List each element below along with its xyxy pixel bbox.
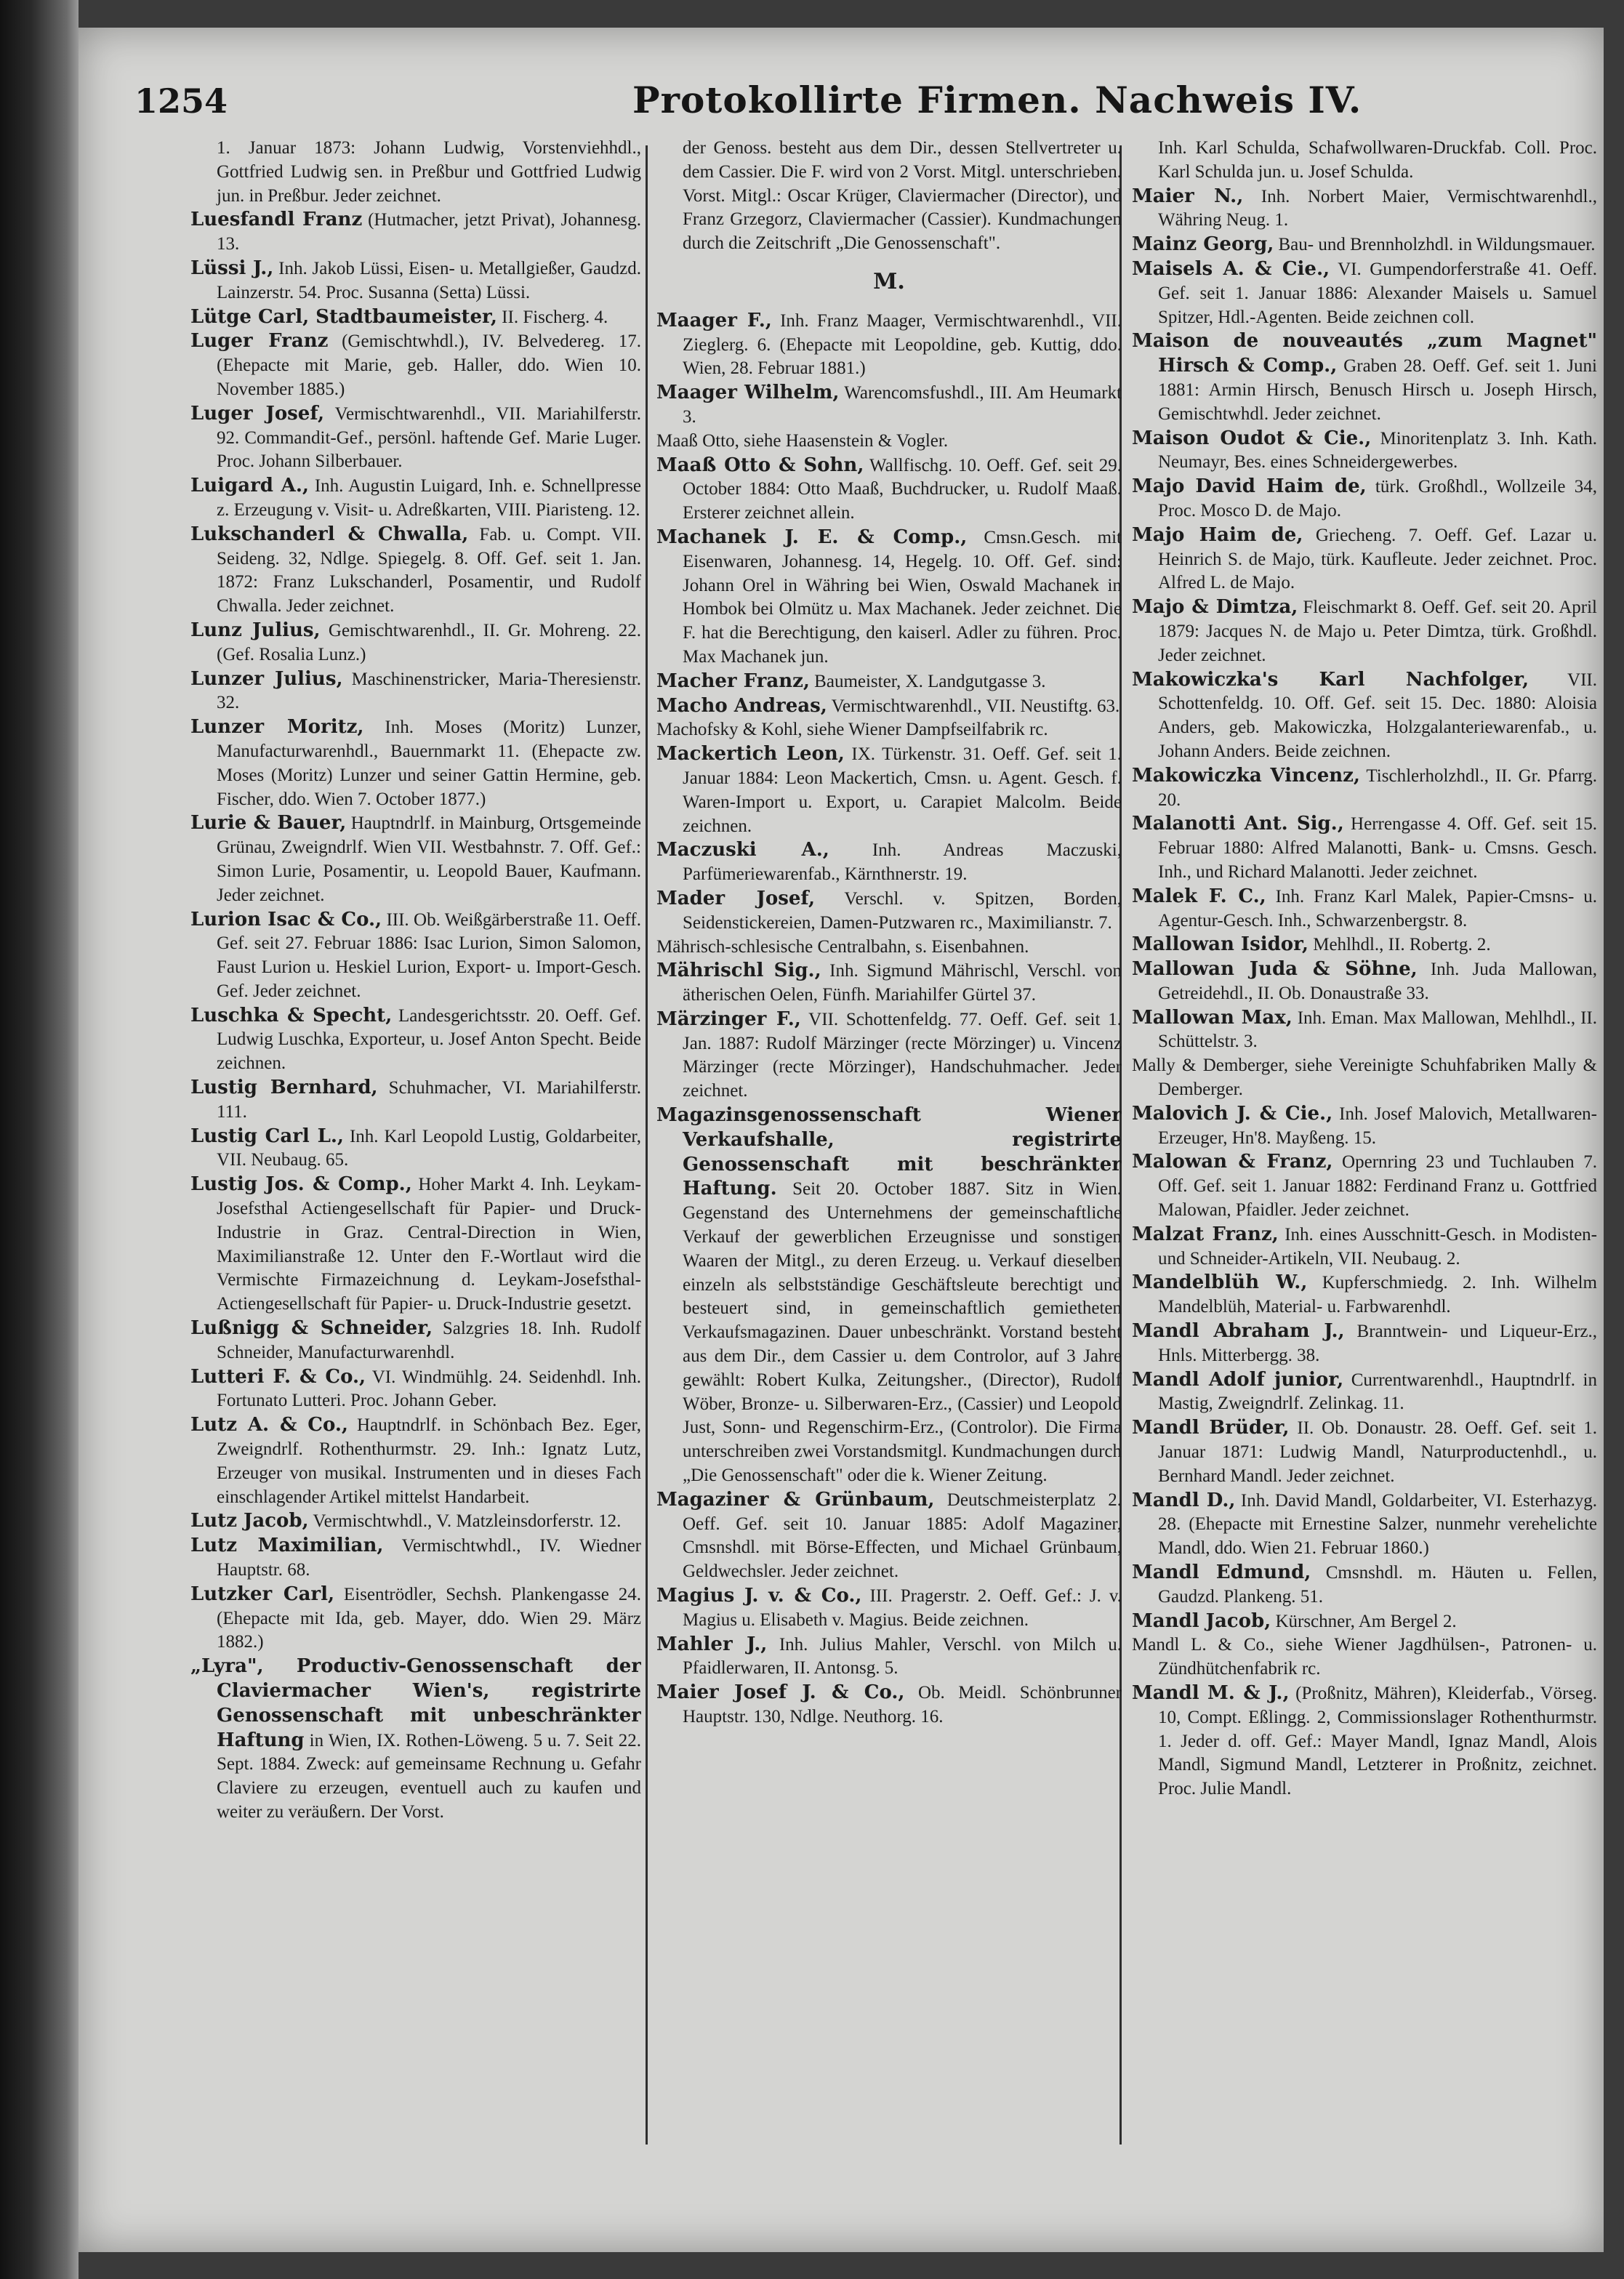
- entry-text: Eisentrödler, Sechsh. Plankengasse 24. (Ehepacte mit Ida, geb. Mayer, ddo. Wien 29. März 1882.): [217, 1584, 641, 1652]
- firm-name: Lustig Bernhard,: [190, 1077, 378, 1099]
- firm-name: Lutz Jacob,: [190, 1510, 309, 1532]
- column-3: [1132, 137, 1597, 2158]
- directory-entry: [1132, 475, 1597, 523]
- firm-name: Lunzer Julius,: [190, 667, 343, 690]
- directory-entry: [1132, 257, 1597, 329]
- firm-name: Macher Franz,: [656, 670, 810, 692]
- directory-entry: [656, 1584, 1122, 1633]
- directory-entry: [190, 667, 641, 716]
- entry-text: Hauptndrlf. in Mainburg, Ortsgemeinde Grünau, Zweigndrlf. Wien VII. Westbahnstr. 7. Off. Gef.: Simon Lurie, Posamentir, u. Leopold Bauer, Kaufmann. Jeder zeichnet.: [217, 813, 641, 905]
- entry-text: Warencomsfushdl., III. Am Heumarkt 3.: [683, 383, 1122, 427]
- directory-entry: [656, 454, 1122, 526]
- entry-text: Verschl. v. Spitzen, Borden, Seidenstickereien, Damen-Putzwaren rc., Maximilianstr. 7.: [683, 888, 1122, 933]
- entry-text: Machofsky & Kohl, siehe Wiener Dampfseilfabrik rc.: [656, 720, 1048, 740]
- entry-text: II. Ob. Donaustr. 28. Oeff. Gef. seit 1. Januar 1871: Ludwig Mandl, Naturproductenhdl., u. Bernhard Mandl. Jeder zeichnet.: [1158, 1418, 1597, 1486]
- entry-text: Inh. Sigmund Mährischl, Verschl. von ätherischen Oelen, Fünfh. Mariahilfer Gürtel 37.: [683, 961, 1122, 1005]
- entry-text: Ob. Meidl. Schönbrunner Hauptstr. 130, Ndlge. Neuthorg. 16.: [683, 1683, 1122, 1727]
- entry-text: Tischlerholzhdl., II. Gr. Pfarrg. 20.: [1158, 765, 1597, 810]
- directory-entry: [1132, 1271, 1597, 1319]
- directory-entry: [190, 305, 641, 330]
- directory-entry: [190, 1076, 641, 1125]
- firm-name: Luigard A.,: [190, 475, 309, 497]
- directory-entry: [1132, 764, 1597, 813]
- directory-entry: [656, 887, 1122, 936]
- firm-name: Lutz A. & Co.,: [190, 1414, 348, 1436]
- entry-text: Cmsn.Gesch. mit Eisenwaren, Johannesg. 14, Hegelg. 10. Off. Gef. sind: Johann Orel in Währing bei Wien, Oswald Machanek in Hombok bei Olmütz u. Max Machanek. Jeder zeichnet. Die F. hat die Berechtigung, den kaiserl. Adler zu führen. Proc. Max Machanek jun.: [683, 527, 1122, 667]
- entry-text: (Proßnitz, Mähren), Kleiderfab., Vörseg. 10, Compt. Eßlingg. 2, Commissionslager Rothenthurmstr. 1. Jeder d. off. Gef.: Mayer Mandl, Ignaz Mandl, Alois Mandl, Sigmund Mandl, Letzterer in Proßnitz, zeichnet. Proc. Julie Mandl.: [1158, 1684, 1597, 1799]
- entry-text: Inh. Franz Maager, Vermischtwarenhdl., VII. Zieglerg. 6. (Ehepacte mit Leopoldine, geb. Kuttig, ddo. Wien, 28. Februar 1881.): [683, 310, 1122, 379]
- entry-text: Inh. David Mandl, Goldarbeiter, VI. Esterhazyg. 28. (Ehepacte mit Ernestine Salzer, nunmehr verehelichte Mandl, ddo. Wien 21. Februar 1860.): [1158, 1490, 1597, 1559]
- directory-entry: [1132, 1368, 1597, 1417]
- directory-entry: [1132, 668, 1597, 764]
- directory-entry: [1132, 1561, 1597, 1609]
- firm-name: Mandl D.,: [1132, 1489, 1236, 1511]
- firm-name: Lustig Jos. & Comp.,: [190, 1173, 412, 1196]
- directory-entry: [1132, 1006, 1597, 1055]
- entry-text: Hoher Markt 4. Inh. Leykam-Josefsthal Actiengesellschaft für Papier- und Druck-Industrie in Graz. Central-Direction in Wien, Maximilianstraße 12. Unter den F.-Wortlaut wird die Vermischte Firmazeichnung d. Leykam-Josefsthal-Actiengesellschaft für Papier- u. Druck-Industrie gesetzt.: [217, 1175, 641, 1314]
- directory-entry: [656, 526, 1122, 670]
- directory-entry: [190, 1655, 641, 1825]
- entry-text: Inh. Karl Schulda, Schafwollwaren-Druckfab. Coll. Proc. Karl Schulda jun. u. Josef Schulda.: [1158, 138, 1597, 182]
- firm-name: Magazinsgenossenschaft Wiener Verkaufshalle, registrirte Genossenschaft mit beschränkter Haftung.: [656, 1104, 1122, 1200]
- entry-text: Mandl L. & Co., siehe Wiener Jagdhülsen-, Patronen- u. Zündhütchenfabrik rc.: [1132, 1635, 1597, 1679]
- firm-name: Maisels A. & Cie.,: [1132, 257, 1330, 280]
- directory-entry: [1132, 1633, 1597, 1681]
- entry-text: Inh. Karl Leopold Lustig, Goldarbeiter, VII. Neubaug. 65.: [217, 1126, 641, 1170]
- entry-text: VII. Schottenfeldg. 10. Off. Gef. seit 15. Dec. 1880: Aloisia Anders, geb. Makowiczka, Holzgalanteriewarenfab., u. Johann Anders. Beide zeichnen.: [1158, 670, 1597, 761]
- directory-entry: [190, 1317, 641, 1365]
- firm-name: Mährischl Sig.,: [656, 960, 821, 982]
- directory-entry: [190, 402, 641, 474]
- entry-text: in Wien, IX. Rothen-Löweng. 5 u. 7. Seit 22. Sept. 1884. Zweck: auf gemeinsame Rechnung u. Gefahr Claviere zu erzeugen, eventuell auch zu kaufen und weiter zu veräußern. Der Vorst.: [217, 1730, 641, 1822]
- firm-name: Maison de nouveautés „zum Magnet" Hirsch & Comp.,: [1132, 330, 1597, 377]
- entry-text: II. Fischerg. 4.: [497, 307, 608, 327]
- entry-text: Wallfischg. 10. Oeff. Gef. seit 29. October 1884: Otto Maaß, Buchdrucker, u. Rudolf Maaß. Ersterer zeichnet allein.: [683, 455, 1122, 523]
- directory-entry: [190, 1125, 641, 1173]
- entry-text: Vermischtwhdl., V. Matzleinsdorferstr. 12.: [308, 1511, 622, 1532]
- firm-name: Maczuski A.,: [656, 839, 829, 861]
- firm-name: Lußnigg & Schneider,: [190, 1317, 433, 1340]
- entry-text: Salzgries 18. Inh. Rudolf Schneider, Manufacturwarenhdl.: [217, 1319, 641, 1362]
- firm-name: Mainz Georg,: [1132, 233, 1274, 256]
- entry-text: III. Ob. Weißgärberstraße 11. Oeff. Gef. seit 27. Februar 1886: Isac Lurion, Simon Salomon, Faust Lurion u. Heskiel Lurion, Export- u. Import-Gesch. Gef. Jeder zeichnet.: [217, 909, 641, 1001]
- firm-name: Malzat Franz,: [1132, 1223, 1279, 1245]
- directory-entry: [1132, 1489, 1597, 1561]
- firm-name: Lutzker Carl,: [190, 1583, 335, 1605]
- firm-name: Maaß Otto & Sohn,: [656, 454, 864, 476]
- directory-entry: [1132, 1319, 1597, 1368]
- directory-entry: [1132, 1223, 1597, 1271]
- directory-entry: [1132, 595, 1597, 667]
- entry-text: Deutschmeisterplatz 2. Oeff. Gef. seit 10. Januar 1885: Adolf Magaziner, Cmsnshdl. mit Börse-Effecten, und Michael Grünbaum, Geldwechsler. Jeder zeichnet.: [683, 1490, 1122, 1582]
- firm-name: Mandl Edmund,: [1132, 1561, 1311, 1584]
- directory-entry: [1132, 1681, 1597, 1801]
- firm-name: Mallowan Max,: [1132, 1006, 1293, 1029]
- entry-text: Mally & Demberger, siehe Vereinigte Schuhfabriken Mally & Demberger.: [1132, 1056, 1597, 1100]
- entry-text: Vermischtwarenhdl., VII. Neustiftg. 63.: [827, 696, 1120, 716]
- firm-name: Malowan & Franz,: [1132, 1151, 1333, 1173]
- entry-text: Fleischmarkt 8. Oeff. Gef. seit 20. April 1879: Jacques N. de Majo u. Peter Dimtza, türk. Großhdl. Jeder zeichnet.: [1158, 598, 1597, 665]
- entry-text: Mehlhdl., II. Robertg. 2.: [1308, 935, 1491, 955]
- entry-text: Kürschner, Am Bergel 2.: [1271, 1611, 1457, 1631]
- entry-text: Inh. Juda Mallowan, Getreidehdl., II. Ob. Donaustraße 33.: [1158, 960, 1597, 1003]
- firm-name: Lurion Isac & Co.,: [190, 908, 382, 931]
- directory-entry: [1132, 427, 1597, 475]
- entry-text: Inh. Franz Karl Malek, Papier-Cmsns- u. Agentur-Gesch. Inh., Schwarzenbergstr. 8.: [1158, 886, 1597, 931]
- directory-entry: [656, 936, 1122, 960]
- firm-name: Makowiczka's Karl Nachfolger,: [1132, 668, 1529, 691]
- directory-entry: [656, 1008, 1122, 1104]
- directory-entry: [190, 137, 641, 208]
- entry-text: VI. Gumpendorferstraße 41. Oeff. Gef. seit 1. Januar 1886: Alexander Maisels u. Samuel Spitzer, Hdl.-Agenten. Beide zeichnen coll.: [1158, 259, 1597, 327]
- entry-text: III. Pragerstr. 2. Oeff. Gef.: J. v. Magius u. Elisabeth v. Magius. Beide zeichnen.: [683, 1586, 1122, 1630]
- firm-name: Machanek J. E. & Comp.,: [656, 526, 968, 548]
- firm-name: Luschka & Specht,: [190, 1004, 393, 1026]
- firm-name: Mandl Jacob,: [1132, 1609, 1271, 1632]
- entry-text: Hauptndrlf. in Schönbach Bez. Eger, Zweigndrlf. Rothenthurmstr. 29. Inh.: Ignatz Lutz, Erzeuger von musikal. Instrumenten und in dieses Fach einschlagender Artikel mittelst Handarbeit.: [217, 1415, 641, 1507]
- directory-entry: [656, 1681, 1122, 1729]
- entry-text: türk. Großhdl., Wollzeile 34, Proc. Mosco D. de Majo.: [1158, 477, 1597, 520]
- directory-entry: [1132, 1150, 1597, 1222]
- entry-text: Cmsnshdl. m. Häuten u. Fellen, Gaudzd. Plankeng. 51.: [1158, 1563, 1597, 1607]
- directory-entry: [656, 959, 1122, 1008]
- firm-name: Luesfandl Franz: [190, 209, 363, 231]
- firm-name: Macho Andreas,: [656, 694, 827, 717]
- directory-entry: [190, 474, 641, 523]
- entry-text: Inh. Josef Malovich, Metallwaren-Erzeuger, Hn'8. Mayßeng. 15.: [1158, 1104, 1597, 1148]
- firm-name: Mackertich Leon,: [656, 743, 845, 765]
- firm-name: Mandl Brüder,: [1132, 1417, 1290, 1439]
- firm-name: Lunzer Moritz,: [190, 716, 364, 739]
- entry-text: Maschinenstricker, Maria-Theresienstr. 32.: [217, 669, 641, 713]
- firm-name: Majo David Haim de,: [1132, 475, 1367, 498]
- firm-name: Mandl M. & J.,: [1132, 1682, 1290, 1704]
- entry-text: Griecheng. 7. Oeff. Gef. Lazar u. Heinrich S. de Majo, türk. Kaufleute. Jeder zeichnet. Proc. Alfred L. de Majo.: [1158, 525, 1597, 593]
- entry-text: Seit 20. October 1887. Sitz in Wien. Gegenstand des Unternehmens der gemeinschaftliche Verkauf der gewerblichen Erzeugnisse und sonstigen Waaren der Mitgl., zu deren Erzeug. u. Verkauf dieselben einzeln als selbstständige Geschäftsleute berechtigt und besteuert sind, in gemeinschaftlich gemietheten Verkaufsmagazinen. Dauer unbeschränkt. Vorstand besteht aus dem Dir., dem Cassier u. dem Controlor, auf 3 Jahre gewählt: Robert Kulka, Zeitungsher., (Director), Rudolf Wöber, Bronze- u. Silberwaren-Erz., (Cassier) und Leopold Just, Sonn- und Regenschirm-Erz., (Controlor). Die Firma unterschreiben zwei Vorstandsmitgl. Kundmachungen durch „Die Genossenschaft" oder die k. Wiener Zeitung.: [683, 1179, 1122, 1486]
- firm-name: Mandl Abraham J.,: [1132, 1320, 1345, 1343]
- entry-text: Inh. Moses (Moritz) Lunzer, Manufacturwarenhdl., Bauernmarkt 11. (Ehepacte zw. Moses (Moritz) Lunzer und seiner Gattin Hermine, geb. Fischer, ddo. Wien 7. October 1877.): [217, 718, 641, 809]
- entry-text: Maaß Otto, siehe Haasenstein & Vogler.: [656, 430, 949, 451]
- directory-entry: [1132, 185, 1597, 233]
- directory-entry: [1132, 523, 1597, 595]
- firm-name: Märzinger F.,: [656, 1008, 801, 1030]
- directory-entry: [1132, 233, 1597, 257]
- entry-text: Inh. Andreas Maczuski, Parfümeriewarenfab., Kärnthnerstr. 19.: [683, 840, 1122, 885]
- entry-text: Schuhmacher, VI. Mariahilferstr. 111.: [217, 1078, 641, 1122]
- column-rule-1: [646, 145, 648, 2145]
- directory-entry: [1132, 1416, 1597, 1488]
- firm-name: Maier Josef J. & Co.,: [656, 1681, 905, 1704]
- directory-entry: [190, 1365, 641, 1414]
- entry-text: Opernring 23 und Tuchlauben 7. Off. Gef. seit 1. Januar 1882: Ferdinand Franz u. Gottfried Malowan, Pfaidler. Jeder zeichnet.: [1158, 1152, 1597, 1221]
- firm-name: Lütge Carl, Stadtbaumeister,: [190, 305, 497, 328]
- directory-entry: [190, 1583, 641, 1655]
- directory-entry: [656, 838, 1122, 887]
- entry-text: Vermischtwarenhdl., VII. Mariahilferstr. 92. Commandit-Gef., persönl. haftende Gef. Marie Luger. Proc. Johann Silberbauer.: [217, 403, 641, 472]
- entry-text: Inh. eines Ausschnitt-Gesch. in Modisten- und Schneider-Artikeln, VII. Neubaug. 2.: [1158, 1224, 1597, 1269]
- entry-text: der Genoss. besteht aus dem Dir., dessen Stellvertreter u. dem Cassier. Die F. wird von 2 Vorst. Mitgl. unterschrieben. Vorst. Mitgl.: Oscar Krüger, Claviermacher (Director), und Franz Grzegorz, Claviermacher (Cassier). Kundmachungen durch die Zeitschrift „Die Genossenschaft".: [683, 138, 1122, 254]
- entry-text: Inh. Norbert Maier, Vermischtwarenhdl., Währing Neug. 1.: [1158, 186, 1597, 230]
- firm-name: Maison Oudot & Cie.,: [1132, 427, 1372, 449]
- directory-entry: [656, 137, 1122, 256]
- entry-text: IX. Türkenstr. 31. Oeff. Gef. seit 1. Januar 1884: Leon Mackertich, Cmsn. u. Agent. Gesch. f. Waren-Import u. Export, u. Carapiet Malcolm. Beide zeichnen.: [683, 744, 1122, 836]
- firm-name: Lutteri F. & Co.,: [190, 1365, 366, 1388]
- firm-name: Majo Haim de,: [1132, 523, 1303, 546]
- directory-entry: [190, 908, 641, 1004]
- firm-name: Maager F.,: [656, 309, 772, 331]
- directory-entry: [656, 742, 1122, 838]
- firm-name: Malovich J. & Cie.,: [1132, 1102, 1333, 1125]
- directory-entry: [1132, 329, 1597, 426]
- firm-name: Mahler J.,: [656, 1633, 768, 1655]
- column-1: [190, 137, 641, 2158]
- firm-name: Magaziner & Grünbaum,: [656, 1488, 935, 1511]
- directory-entry: [190, 329, 641, 401]
- firm-name: Majo & Dimtza,: [1132, 596, 1298, 619]
- directory-entry: [656, 718, 1122, 742]
- directory-entry: [190, 1413, 641, 1509]
- entry-text: VI. Windmühlg. 24. Seidenhdl. Inh. Fortunato Lutteri. Proc. Johann Geber.: [217, 1367, 641, 1411]
- entry-text: Gemischtwarenhdl., II. Gr. Mohreng. 22. (Gef. Rosalia Lunz.): [217, 620, 641, 664]
- running-head: Protokollirte Firmen. Nachweis IV.: [632, 79, 1362, 121]
- entry-text: VII. Schottenfeldg. 77. Oeff. Gef. seit 1. Jan. 1887: Rudolf Märzinger (recte Mörzinger) u. Vincenz Märzinger (recte Mörzinger), Handschuhmacher. Jeder zeichnet.: [683, 1009, 1122, 1101]
- entry-text: Herrengasse 4. Off. Gef. seit 15. Februar 1880: Alfred Malanotti, Bank- u. Cmsns. Gesch. Inh., und Richard Malanotti. Jeder zeichnet.: [1158, 814, 1597, 882]
- entry-text: Bau- und Brennholzhdl. in Wildungsmauer.: [1274, 235, 1596, 255]
- firm-name: Maager Wilhelm,: [656, 382, 840, 404]
- firm-name: Lurie & Bauer,: [190, 812, 347, 835]
- firm-name: Makowiczka Vincenz,: [1132, 764, 1360, 787]
- directory-entry: [656, 1488, 1122, 1584]
- entry-text: Branntwein- und Liqueur-Erz., Hnls. Mitterbergg. 38.: [1158, 1322, 1597, 1365]
- directory-entry: [190, 1509, 641, 1534]
- firm-name: Lustig Carl L.,: [190, 1125, 344, 1147]
- directory-entry: [190, 715, 641, 811]
- column-2: [656, 137, 1122, 2158]
- directory-entry: [190, 1173, 641, 1317]
- entry-text: Baumeister, X. Landgutgasse 3.: [809, 671, 1046, 691]
- firm-name: Lutz Maximilian,: [190, 1535, 384, 1557]
- firm-name: Mallowan Juda & Söhne,: [1132, 958, 1418, 981]
- entry-text: Landesgerichtsstr. 20. Oeff. Gef. Ludwig Luschka, Exporteur, u. Josef Anton Specht. Beide zeichnen.: [217, 1005, 641, 1074]
- entry-text: Fab. u. Compt. VII. Seideng. 32, Ndlge. Spiegelg. 8. Off. Gef. seit 1. Jan. 1872: Franz Lukschanderl, Posamentir, und Rudolf Chwalla. Jeder zeichnet.: [217, 524, 641, 616]
- entry-text: Minoritenplatz 3. Inh. Kath. Neumayr, Bes. eines Schneidergewerbes.: [1158, 428, 1597, 473]
- entry-text: Graben 28. Oeff. Gef. seit 1. Juni 1881: Armin Hirsch, Benusch Hirsch u. Joseph Hirsch, Gemischtwhdl. Jeder zeichnet.: [1158, 356, 1597, 424]
- firm-name: Mandelblüh W.,: [1132, 1271, 1308, 1294]
- entry-text: Currentwarenhdl., Hauptndrlf. in Mastig, Zweigndrlf. Zelinkag. 11.: [1158, 1370, 1597, 1414]
- book-gutter-shadow: [0, 0, 79, 2279]
- firm-name: Mallowan Isidor,: [1132, 933, 1309, 956]
- directory-entry: [656, 430, 1122, 454]
- directory-entry: [190, 1534, 641, 1583]
- directory-entry: [1132, 812, 1597, 884]
- directory-entry: [1132, 137, 1597, 185]
- firm-name: „Lyra", Productiv-Genossenschaft der Claviermacher Wien's, registrirte Genossenschaft mit unbeschränkter Haftung: [190, 1655, 641, 1751]
- directory-entry: [190, 208, 641, 257]
- entry-text: (Hutmacher, jetzt Privat), Johannesg. 13.: [217, 210, 641, 254]
- directory-entry: [656, 309, 1122, 381]
- firm-name: Maier N.,: [1132, 185, 1244, 207]
- directory-entry: [1132, 885, 1597, 933]
- page-number: 1254: [134, 81, 228, 121]
- section-letter: M.: [873, 268, 905, 294]
- firm-name: Luger Josef,: [190, 402, 325, 425]
- directory-entry: [190, 811, 641, 907]
- entry-text: (Gemischtwhdl.), IV. Belvedereg. 17. (Ehepacte mit Marie, geb. Haller, ddo. Wien 10. November 1885.): [217, 331, 641, 399]
- directory-entry: [656, 694, 1122, 719]
- directory-entry: [1132, 957, 1597, 1006]
- entry-text: 1. Januar 1873: Johann Ludwig, Vorstenviehhdl., Gottfried Ludwig sen. in Preßbur und Gottfried Ludwig jun. in Preßbur. Jeder zeichnet.: [217, 138, 641, 206]
- directory-entry: [190, 257, 641, 305]
- entry-text: Inh. Eman. Max Mallowan, Mehlhdl., II. Schüttelstr. 3.: [1158, 1008, 1597, 1052]
- firm-name: Luger Franz: [190, 330, 329, 353]
- directory-entry: [190, 523, 641, 619]
- directory-entry: [656, 670, 1122, 694]
- firm-name: Mandl Adolf junior,: [1132, 1368, 1344, 1391]
- directory-entry: [190, 619, 641, 667]
- directory-entry: [1132, 933, 1597, 957]
- firm-name: Malanotti Ant. Sig.,: [1132, 813, 1344, 835]
- directory-entry: [656, 1104, 1122, 1488]
- entry-text: Mährisch-schlesische Centralbahn, s. Eisenbahnen.: [656, 936, 1029, 957]
- directory-entry: [656, 1633, 1122, 1681]
- directory-entry: [1132, 1609, 1597, 1634]
- directory-entry: [656, 381, 1122, 430]
- firm-name: Lunz Julius,: [190, 619, 321, 641]
- firm-name: Lukschanderl & Chwalla,: [190, 523, 469, 545]
- entry-text: Inh. Augustin Luigard, Inh. e. Schnellpresse z. Erzeugung v. Visit- u. Adreßkarten, VIII. Piaristeng. 12.: [217, 476, 641, 520]
- entry-text: Inh. Julius Mahler, Verschl. von Milch u. Pfaidlerwaren, II. Antonsg. 5.: [683, 1634, 1122, 1679]
- firm-name: Magius J. v. & Co.,: [656, 1585, 862, 1607]
- directory-entry: [1132, 1102, 1597, 1151]
- entry-text: Inh. Jakob Lüssi, Eisen- u. Metallgießer, Gaudzd. Lainzerstr. 54. Proc. Susanna (Setta) Lüssi.: [217, 258, 641, 302]
- entry-text: Vermischtwhdl., IV. Wiedner Hauptstr. 68.: [217, 1536, 641, 1580]
- entry-text: Kupferschmiedg. 2. Inh. Wilhelm Mandelblüh, Material- u. Farbwarenhdl.: [1158, 1273, 1597, 1317]
- firm-name: Mader Josef,: [656, 887, 816, 909]
- firm-name: Malek F. C.,: [1132, 885, 1266, 907]
- firm-name: Lüssi J.,: [190, 257, 274, 279]
- directory-entry: [190, 1004, 641, 1076]
- directory-entry: [1132, 1054, 1597, 1102]
